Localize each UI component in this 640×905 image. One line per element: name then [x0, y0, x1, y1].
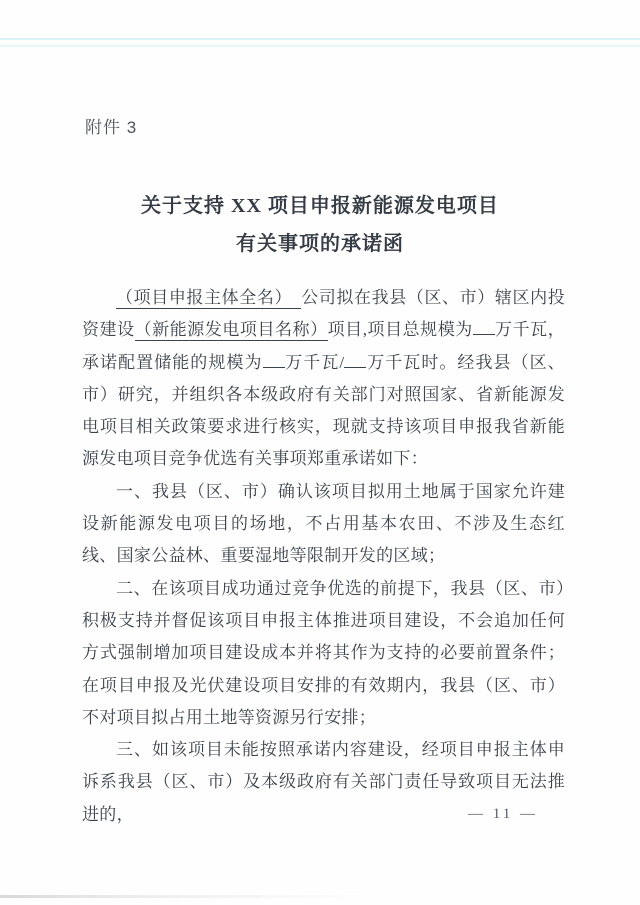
body-paragraph-intro: [82, 282, 565, 476]
fill-in-blank: [344, 350, 366, 368]
text-segment: 一、我县（区、市）确认该项目拟用土地属于国家允许建设新能源发电项目的场地，不占用基本农田、不涉及生态红线、国家公益林、重要湿地等限制开发的区域；: [82, 481, 565, 566]
document-title: [0, 187, 640, 263]
scan-artifact-line-top: [0, 38, 640, 40]
text-segment: 万千瓦/: [284, 352, 345, 372]
body-paragraph-item-2: [82, 573, 565, 734]
text-segment: 公司拟在我县（区、市）辖区内投资建设: [82, 288, 565, 340]
text-segment: 万千瓦，承诺配置储能的规模为: [82, 320, 565, 372]
document-title-line-1: 关于支持 XX 项目申报新能源发电项目: [141, 195, 499, 217]
text-segment: 二、在该项目成功通过竞争优选的前提下，我县（区、市）积极支持并督促该项目申报主体推进项目建设，不会追加任何方式强制增加项目建设成本并将其作为支持的必要前置条件；在项目申报及光伏建设项目安排的有效期内，我县（区、市）不对项目拟占用土地等资源另行安排；: [82, 578, 565, 727]
underlined-placeholder-text: （新能源发电项目名称）: [134, 320, 328, 340]
document-title-line-2: 有关事项的承诺函: [236, 233, 404, 255]
text-segment: 万千瓦时。经我县（区、市）研究，并组织各本级政府有关部门对照国家、省新能源发电项目相关政策要求进行核实，现就支持该项目申报我省新能源发电项目竞争优选有关事项郑重承诺如下：: [82, 352, 565, 469]
text-segment: 三、如该项目未能按照承诺内容建设，经项目申报主体申诉系我县（区、市）及本级政府有关部门责任导致项目无法推进的，: [82, 740, 565, 824]
text-segment: 项目,项目总规模为: [327, 320, 473, 340]
fill-in-blank: [263, 350, 285, 368]
fill-in-blank: [473, 317, 495, 335]
body-paragraph-item-1: [82, 476, 565, 573]
attachment-label: 附件 3: [85, 118, 138, 137]
document-body: [82, 282, 565, 831]
underlined-placeholder-text: （项目申报主体全名）: [116, 288, 302, 307]
scan-artifact-line-top-2: [0, 45, 640, 47]
scan-artifact-smudge-bottom: [0, 895, 384, 898]
page-number: — 11 —: [468, 806, 538, 822]
